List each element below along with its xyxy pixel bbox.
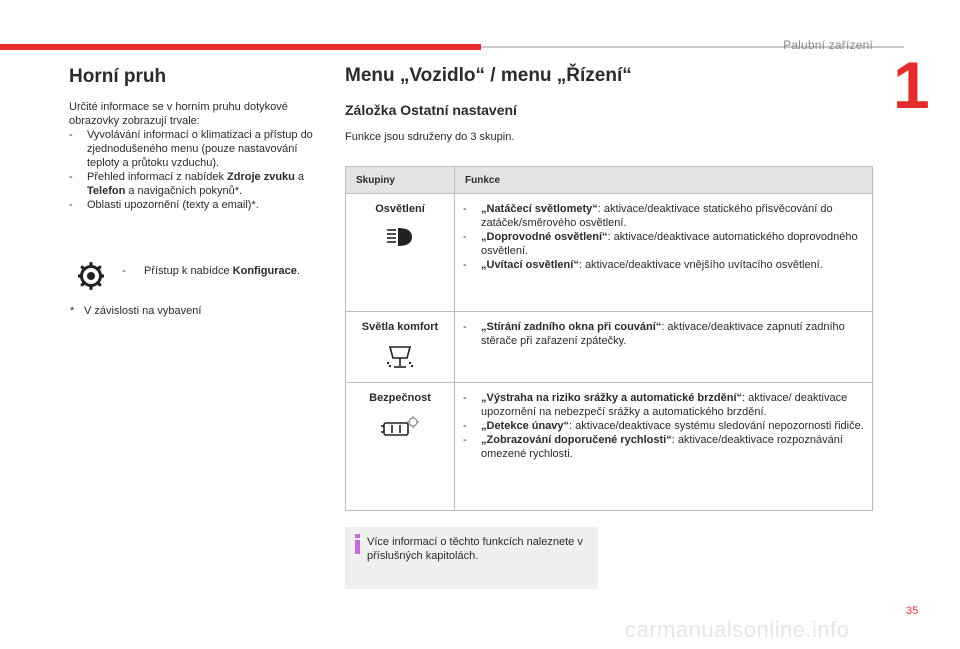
table-row (346, 194, 873, 312)
footnote (70, 305, 201, 317)
gear-icon (78, 261, 104, 291)
bullet-text: Přehled informací z nabídek (87, 171, 228, 183)
right-intro: Funkce jsou sdruženy do 3 skupin. (345, 131, 515, 143)
functions-cell (455, 383, 873, 511)
function-desc: : aktivace/deaktivace systému sledování nepozornosti řidiče. (569, 420, 864, 432)
bullet-bold: Zdroje zvuku (227, 171, 295, 183)
config-text (122, 265, 300, 277)
function-name: „Stírání zadního okna při couvání“ (481, 321, 662, 333)
list-item: - Oblasti upozornění (texty a email)*. (69, 198, 319, 212)
list-item (463, 419, 864, 433)
watermark: carmanualsonline.info (625, 617, 850, 642)
bullet-text: a (294, 171, 305, 183)
function-name: „Doprovodné osvětlení“ (481, 231, 608, 243)
config-label: Přístup k nabídce (144, 265, 233, 277)
list-item (463, 320, 864, 348)
info-text: Více informací o těchto funkcích naleznete v příslušných kapitolách. (367, 536, 583, 562)
list-item (463, 258, 864, 272)
left-bullet-list (69, 128, 319, 212)
top-bar-section (69, 66, 319, 212)
list-item (463, 433, 864, 461)
right-subtitle: Záložka Ostatní nastavení (345, 102, 517, 118)
section-title: Palubní zařízení (783, 38, 873, 52)
function-desc: : aktivace/deaktivace vnějšího uvítacího osvětlení. (578, 259, 823, 271)
list-item (463, 391, 864, 419)
list-item: - Vyvolávání informací o klimatizaci a přístup do zjednodušeného menu (pouze nastavování teploty a průtoku vzduchu). (69, 128, 319, 170)
bullet-bold: Telefon (87, 185, 126, 197)
right-title: Menu „Vozidlo“ / menu „Řízení“ (345, 65, 632, 86)
left-intro: Určité informace se v horním pruhu dotykové obrazovky zobrazují trvale: (69, 101, 288, 127)
list-item (69, 170, 319, 198)
table-row (346, 312, 873, 383)
function-name: „Uvítací osvětlení“ (481, 259, 579, 271)
footnote-star: * (70, 305, 75, 317)
info-box (345, 527, 598, 589)
headlight-icon (385, 226, 415, 248)
header-functions: Funkce (455, 167, 873, 194)
config-row (78, 261, 328, 291)
function-name: „Výstraha na riziko srážky a automatické brzdění“ (481, 392, 743, 404)
function-name: „Detekce únavy“ (481, 420, 570, 432)
rear-wiper-icon (385, 344, 415, 370)
page-number: 35 (906, 605, 919, 617)
config-suffix: . (296, 265, 300, 277)
function-desc: : aktivace/ deaktivace upozornění na nebezpečí srážky a automatického brzdění. (481, 392, 848, 418)
table-header-row (346, 167, 873, 194)
functions-cell (455, 194, 873, 312)
group-name: Světla komfort (361, 321, 439, 333)
list-item (463, 230, 864, 258)
function-desc: : aktivace/deaktivace rozpoznávání omezené rychlosti. (481, 434, 843, 460)
function-name: „Natáčecí světlomety“ (481, 203, 598, 215)
list-item (463, 202, 864, 230)
chapter-number: 1 (893, 48, 930, 122)
info-icon (351, 533, 365, 555)
header-red-bar (0, 44, 481, 50)
left-title: Horní pruh (69, 66, 167, 87)
safety-car-icon (380, 415, 420, 439)
functions-cell (455, 312, 873, 383)
vehicle-menu-section (345, 66, 875, 144)
function-desc: : aktivace/deaktivace zapnutí zadního stěrače při zařazení zpátečky. (481, 321, 845, 347)
function-desc: : aktivace/deaktivace automatického doprovodného osvětlení. (481, 231, 858, 257)
footnote-text: V závislosti na vybavení (84, 305, 202, 317)
group-cell (346, 312, 455, 383)
dash: - (122, 265, 126, 277)
functions-table (345, 166, 873, 511)
group-name: Bezpečnost (369, 392, 431, 404)
function-name: „Zobrazování doporučené rychlosti“ (481, 434, 672, 446)
function-desc: : aktivace/deaktivace statického přisvěcování do zatáček/směrového osvětlení. (481, 203, 833, 229)
table-row (346, 383, 873, 511)
header-groups: Skupiny (346, 167, 455, 194)
bullet-text: a navigačních pokynů*. (125, 185, 243, 197)
group-cell (346, 383, 455, 511)
config-bold: Konfigurace (232, 265, 297, 277)
group-name: Osvětlení (375, 203, 425, 215)
group-cell (346, 194, 455, 312)
